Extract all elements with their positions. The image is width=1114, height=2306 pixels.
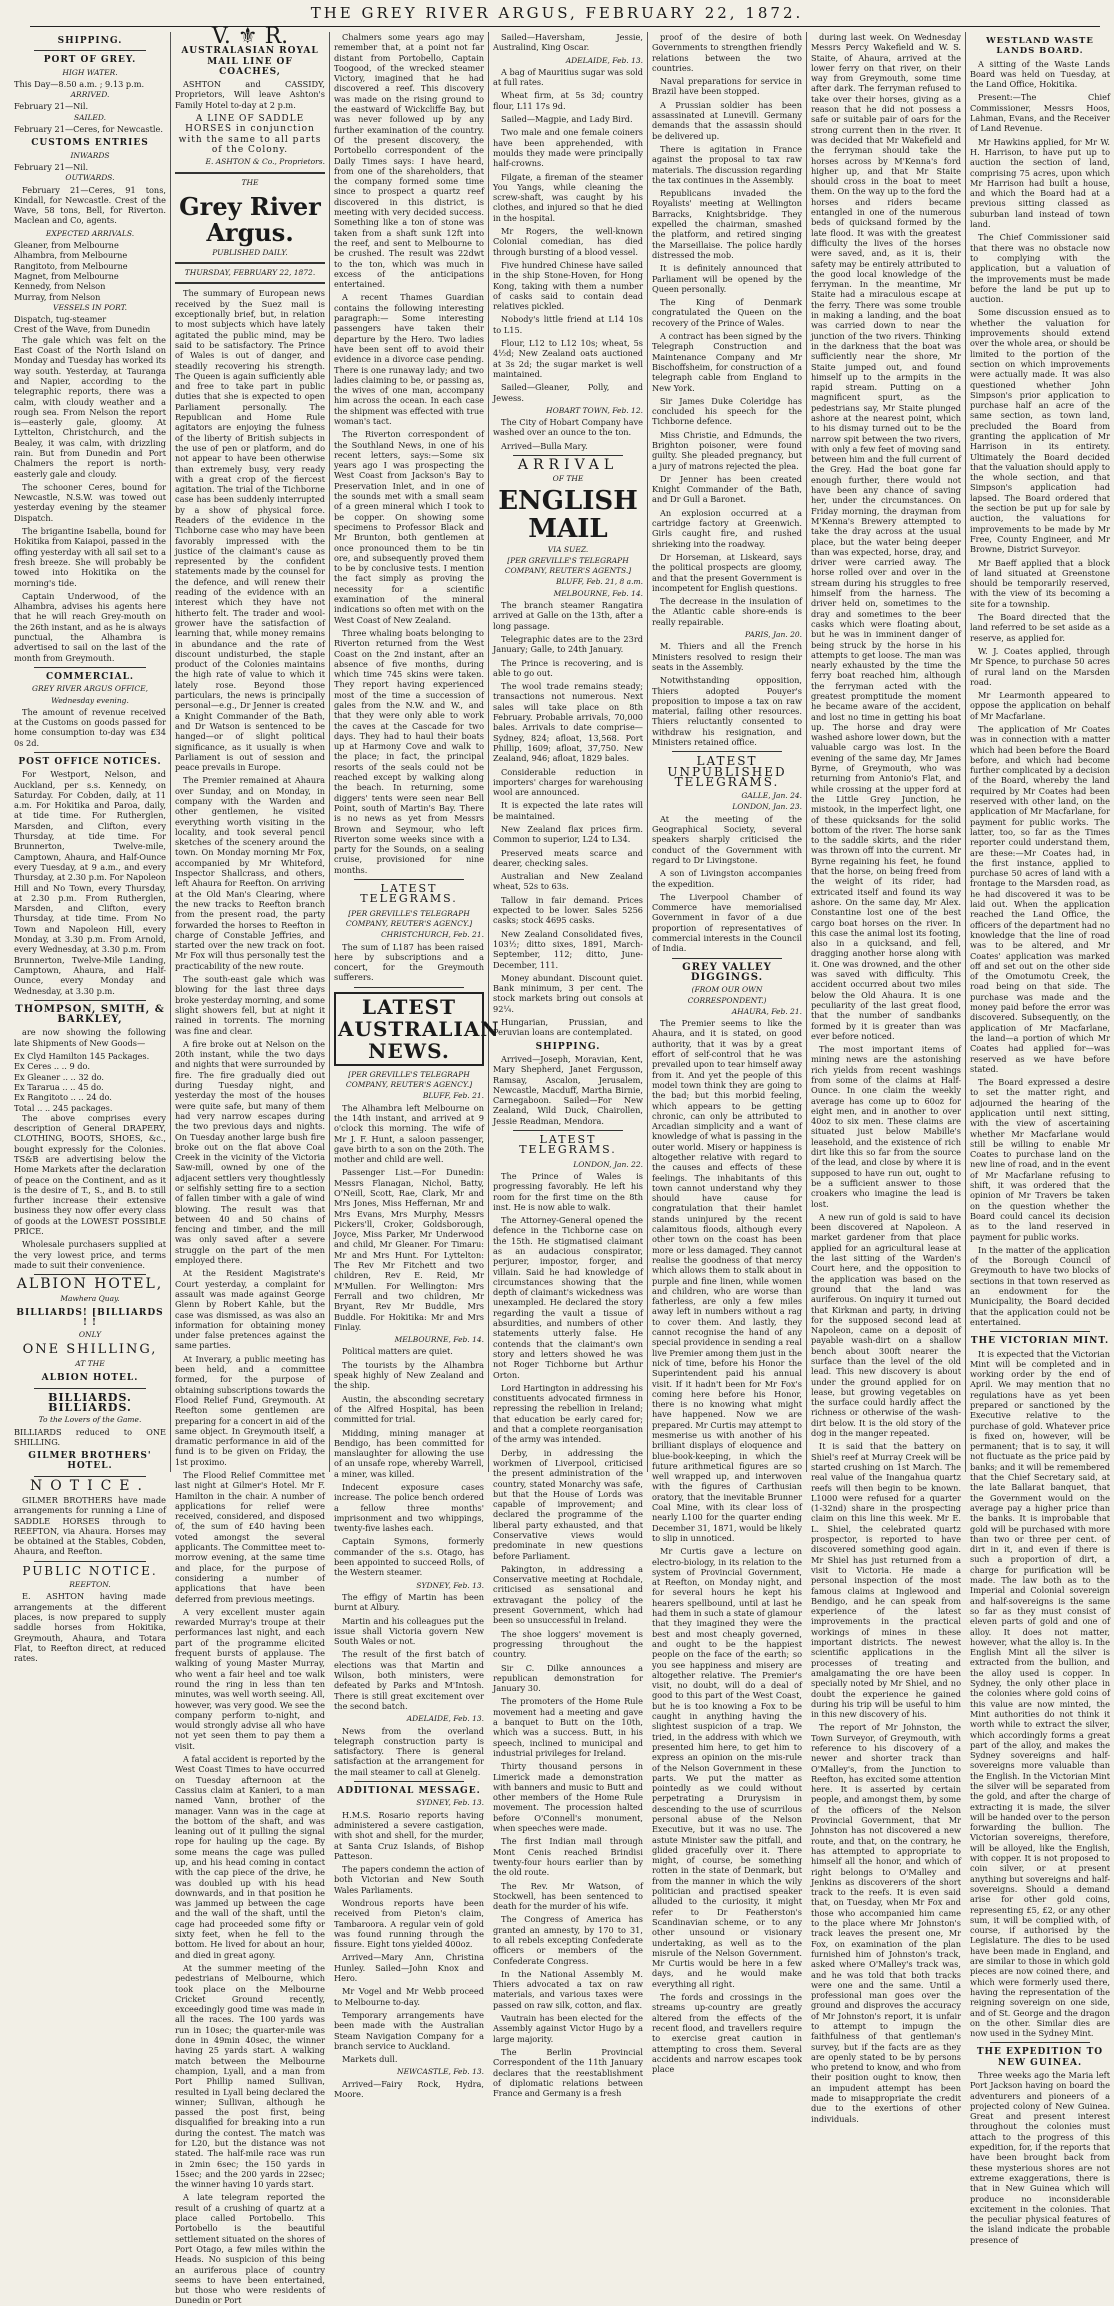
section-heading: SHIPPING. bbox=[57, 36, 123, 46]
paragraph: Arrived—Mary Ann, Christina Hunley. Sailed—John Knox and Hero. bbox=[334, 1952, 484, 1984]
advert-text: A LINE OF SADDLE HORSES in conjunction with the same to all parts of the Colony. bbox=[178, 114, 322, 155]
paragraph: The Premier remained at Ahaura over Sunday, and on Monday, in company with the Warden and other gentlemen, he visited everything worth visiting in the locality, and took several pencil sketches of the scenery around the town. On Monday morning Mr Fox, accompanied by Mr Whiteford, Inspector Shallcrass, and others, left Ahaura for Reefton. On arriving at the Old Man's Clearing, where the new tracks to Reefton branch from the present road, the party forwarded the horses to Reefton in charge of Constable Jeffries, and started over the new track on foot. Mr Fox will thus personally test the practicability of the new route. bbox=[175, 775, 325, 971]
subheading: ONLY bbox=[78, 1330, 102, 1340]
list-item: Ex Tararua .. .. 45 do. bbox=[14, 1081, 104, 1092]
divider bbox=[34, 1561, 146, 1562]
divider bbox=[34, 1274, 146, 1275]
paragraph: The Berlin Provincial Correspondent of the 11th January declares that the reestablishment of diplomatic relations between France and Germany is a fresh bbox=[493, 2046, 643, 2099]
paragraph: February 21—Ceres, 91 tons, Kindall, for Newcastle. Crest of the Wave, 58 tons, Bell, for Riverton. Maclean and Co, agents. bbox=[14, 184, 166, 226]
paragraph: The decrease in the insulation of the Atlantic cable shore-ends is really repairable. bbox=[652, 596, 802, 627]
paragraph: Miss Christie, and Edmunds, the Brighton poisoner, were found guilty. She pleaded pregnancy, but a jury of matrons rejected the plea. bbox=[652, 429, 802, 471]
paragraph: Sailed—Magpie, and Lady Bird. bbox=[501, 114, 633, 125]
dateline: PARIS, Jan. 20. bbox=[744, 630, 802, 640]
paragraph: Arrived—Bulla Mary. bbox=[501, 440, 588, 451]
paragraph: E. ASHTON having made arrangements at the different places, is now prepared to supply saddle horses from Hokitika, Greymouth, Ahaura, and Totara Flat, to Reefton direct, at reduced rates. bbox=[14, 1591, 166, 1664]
subheading: HIGH WATER. bbox=[62, 67, 118, 77]
paragraph: Tallow in fair demand. Prices expected to be lower. Sales 5256 casks; stock 4695 casks. bbox=[493, 894, 643, 926]
paragraph: The effigy of Martin has been burnt at Albury. bbox=[334, 1591, 484, 1613]
subheading: ARRIVED. bbox=[70, 90, 110, 100]
divider bbox=[34, 752, 146, 753]
paragraph: The south-east gale which was blowing for the last three days broke yesterday morning, and some slight showers fell, but at night it rained in torrents. The morning was fine and clear. bbox=[175, 974, 325, 1036]
paragraph: Sailed—Gleaner, Polly, and Jewess. bbox=[493, 382, 643, 403]
paragraph: Dr Horseman, at Liskeard, says the political prospects are gloomy, and that the present Government is incompetent for English questions. bbox=[652, 551, 802, 593]
divider bbox=[990, 1331, 1090, 1332]
column-1 bbox=[14, 32, 166, 1664]
section-heading: THE EXPEDITION TO NEW GUINEA. bbox=[976, 2047, 1104, 2068]
paragraph: Dr Jenner has been created Knight Commander of the Bath, and Dr Gull a Baronet. bbox=[652, 473, 802, 505]
text-line: February 21—Ceres, for Newcastle. bbox=[14, 124, 163, 135]
dateline: BLUFF, Feb. 21, 8 a.m. bbox=[555, 577, 643, 587]
paragraph: The Congress of America has granted an amnesty, by 170 to 31, to all rebels excepting Confederate officers or members of the Confederate Congress. bbox=[493, 1914, 643, 1966]
section-heading: ADDITIONAL MESSAGE. bbox=[337, 1786, 481, 1797]
paragraph: The schooner Ceres, bound for Newcastle, N.S.W. was towed out yesterday evening by the steamer Dispatch. bbox=[14, 481, 166, 523]
paragraph: A recent Thames Guardian contains the following interesting paragraph:— Some interesting passengers have taken their departure by the Hero. Two ladies have been sent off to avoid their evidence in a divorce case pending. There is one runaway lady; and two ladies claiming to be, or passing as, the wives of one man, accompany him across the ocean. In each case the shipment was effected with true woman's tact. bbox=[334, 292, 485, 426]
paragraph: Markets dull. bbox=[342, 2054, 398, 2065]
divider bbox=[354, 1781, 464, 1782]
paragraph: Arrived—Joseph, Moravian, Kent, Mary Shepherd, Janet Fergusson, Ramsay, Ascalon, Jerusalem, Newcastle, Macduff, Martha Birnie, Carnegaboon. Sailed—For New Zealand, Wild Duck, Chairollen, Jessie Readman, Mendora. bbox=[493, 1053, 643, 1126]
paragraph: At the meeting of the Geographical Society, several speakers sharply criticised the conduct of the Government with regard to Dr Livingstone. bbox=[652, 813, 802, 865]
paragraph: A late telegram reported the result of a crushing of quartz at a place called Portobello. This Portobello is the beautiful settlement situated on the shores of Port Otago, a few miles within the Heads. No suspicion of this being an auriferous place of country seems to have been entertained, but those who were residents of Dunedin or Port bbox=[175, 2192, 325, 2306]
paragraph: It is expected that the Victorian Mint will be completed and in working order by the end of April. We may mention that no regulations have as yet been prepared or sanctioned by the Executive relative to the purchase of gold. Whatever price is fixed on, however, will be permanent; that is to say, it will not fluctuate as the price paid by banks; and it will be remembered that the Chief Secretary said, at the late Ballarat banquet, that the Government would on the average pay a higher price than the banks. It is improbable that gold will be purchased with more than two or three per cent. of dirt in it, and even if there is such a proportion of dirt, a charge for purification will be made. The law both as to the Imperial and Colonial sovereign and half-sovereigns is the same so far as they must consist of eleven parts of gold and one of alloy. It does not matter, however, what the alloy is. In the English Mint all the silver is extracted from the bullion, and the alloy used is copper. In Sydney, the only other place in the colonies where gold coins of this value are now minted, the Mint authorities do not think it worth while to extract the silver, which accordingly forms a great part of the alloy, and makes the Sydney sovereigns and half-sovereigns more valuable than the English. In the Victorian Mint the silver will be separated from the gold, and after the charge of extracting it is made, the silver will be handed over to the person forwarding the bullion. The Victorian sovereigns, therefore, will be alloyed, like the English, with copper. It is not proposed to coin silver, or at present anything but sovereigns and half-sovereigns. Should a demand arise for other gold coins, representing £5, £2, or any other sum, it will be complied with, of course, if authorised by the Legislature. The dies to be used have been made in England, and are similar to those in which gold pieces are now coined there, and which were formerly used there, having the representation of the reigning sovereign on one side, and of St. George and the dragon on the other. Similar dies are now used in the Sydney Mint. bbox=[970, 1348, 1110, 2039]
paragraph: The first Indian mail through Mont Cenis reached Brindisi twenty-four hours earlier than by the old route. bbox=[493, 1836, 643, 1878]
paragraph: The application of Mr Coates was in connection with a matter which had been before the Board before, and which had become further complicated by a decision of the Board, whereby the land required by Mr Coates had been reserved with other land, on the application of Mr Macfarlane, for payment for public works. The latter, too, so far as the Times reporter could understand them, are these:—Mr Coates had, in the first instance, applied to purchase 50 acres of land with a frontage to the Marsden road, as he had discovered it was to be laid out. When the application reached the Land Office, the officers of the department had no knowledge that the line of road was to be altered, and Mr Coates' application was marked off and set out on the other side of the Omotumotu Creek, the road being on that side. The purchase was made and the money paid before the error was discovered. Subsequently, on the application of Mr Macfarlane, the land—a portion of which Mr Coates had applied for—was reserved as we have before stated. bbox=[970, 724, 1110, 1074]
paragraph: The Premier seems to like the Ahaura, and it is stated, on good authority, that it was by a great effort of self-control that he was prevailed upon to tear himself away from it. And yet the people of this model town think they are going to the bad; but this morbid feeling, which appears to be getting chronic, can only be attributed to Arcadian simplicity and a want of knowledge of what is passing in the outer world. Misery or happiness is altogether relative with regard to the causes and effects of these feelings. The inhabitants of this town cannot understand why they should have cause for congratulation that their hamlet stands uninjured by the recent calamitous floods, although every other town on the coast has been more or less damaged. They cannot realise the goodness of that mercy which allows them to stalk about in purple and fine linen, while women and children, who are worse than fatherless, are only a few miles away left in numbers without a rag to cover them. And lastly, they cannot recognise the hand of any special providence in sending a real live Premier among them just in the nick of time, before his Honor the Superintendent paid his annual visit. If it hadn't been for Mr Fox's coming here before his Honor, there is no knowing what might have happened. Now we are prepared. Mr Curtis may attempt to mesmerise us with another of his brilliant displays of eloquence and blue-book-keeping, in which the future arithmetical figures are so well wrapped up, and interwoven with the figures of Carthusian oratory, that the inevitable Brunner Coal Mine, with its clear loss of nearly L100 for the quarter ending December 31, 1871, would be likely to slip in unnoticed. bbox=[652, 1018, 802, 1543]
newspaper-title: Grey River Argus. bbox=[179, 191, 321, 247]
subheading: SAILED. bbox=[73, 112, 107, 122]
paragraph: A sitting of the Waste Lands Board was held on Tuesday, at the Land Office, Hokitika. bbox=[970, 58, 1110, 90]
paragraph: In the National Assembly M. Thiers advocated a tax on raw materials, and various taxes were passed on raw silk, cotton, and flax. bbox=[493, 1968, 643, 2010]
paragraph: The branch steamer Rangatira arrived at Galle on the 13th, after a long passage. bbox=[493, 600, 643, 631]
paragraph: Hungarian, Prussian, and Peruvian loans are contemplated. bbox=[493, 1017, 643, 1038]
paragraph: Captain Symons, formerly commander of the s.s. Otago, has been appointed to succeed Rolls, of the Western steamer. bbox=[334, 1536, 484, 1578]
paragraph: Indecent exposure cases increase. The police bench ordered a fellow three months' imprisonment and two whippings, twenty-five lashes each. bbox=[334, 1482, 484, 1534]
paragraph: Three whaling boats belonging to Riverton returned from the West Coast on the 2nd instant, after an absence of five months, during which time 745 skins were taken. They report having experienced most of the time a succession of gales from the N.W. and W., and that they were only able to work the caves at the Cascade for two days. They had to haul their boats up at Harmony Cove and walk to the place; in fact, the principal resorts of the seals could not be reached except by walking along the beach. In returning, some diggers' tents were seen near Bell Point, south of Martin's Bay. There is no news as yet from Messrs Brown and Seymour, who left Riverton some weeks since with a party for the Sounds, on a sealing cruise, provisioned for nine months. bbox=[334, 627, 484, 875]
tide-line: This Day—8.50 a.m. ; 9.13 p.m. bbox=[14, 78, 145, 89]
dateline: AHAURA, Feb. 21. bbox=[731, 1006, 802, 1016]
subheading: OUTWARDS. bbox=[65, 173, 115, 183]
subheading: (FROM OUR OWN CORRESPONDENT.) bbox=[687, 985, 767, 1005]
subheading: GREY RIVER ARGUS OFFICE, bbox=[32, 684, 148, 694]
paragraph: Captain Underwood, of the Alhambra, advises his agents here that he will reach Grey-mouth on the 26th instant, and as he is always punctual, the Alhambra is advertised to sail on the last of the month from Greymouth. bbox=[14, 590, 166, 663]
paragraph: News from the overland telegraph construction party is satisfactory. There is general satisfaction at the arrangement for the mail steamer to call at Glenelg. bbox=[334, 1725, 484, 1777]
paragraph: The Rev. Mr Watson, of Stockwell, has been sentenced to death for the murder of his wife. bbox=[493, 1880, 643, 1912]
paragraph: Sir C. Dilke announces a republican demonstration for January 30. bbox=[493, 1662, 643, 1694]
subheading: PORT OF GREY. bbox=[43, 55, 137, 66]
paragraph: Mr Learmonth appeared to oppose the application on behalf of Mr Macfarlane. bbox=[970, 690, 1110, 721]
section-heading: LATEST AUSTRALIAN NEWS. bbox=[334, 992, 484, 1066]
list-item: Murray, from Nelson bbox=[14, 291, 101, 302]
paragraph: The Alhambra left Melbourne on the 14th instant, and arrived at 9 o'clock this morning. The wife of Mr J. F. Hunt, a saloon passenger, gave birth to a son on the 20th. The mother and child are well. bbox=[334, 1102, 484, 1165]
subheading: AT THE bbox=[75, 1359, 105, 1369]
paragraph: The tourists by the Alhambra speak highly of New Zealand and the ship. bbox=[334, 1359, 484, 1391]
list-item: Gleaner, from Melbourne bbox=[14, 240, 119, 251]
paragraph: Preserved meats scarce and dearer, checking sales. bbox=[493, 847, 643, 868]
paragraph: Five hundred Chinese have sailed in the ship Stone-Hoven, for Hong Kong, taking with them a number of casks said to contain dead relatives pickled. bbox=[493, 259, 643, 312]
paragraph: Mr Vogel and Mr Webb proceed to Melbourne to-day. bbox=[334, 1986, 484, 2007]
paragraph: It is said that the battery on Shiel's reef at Murray Creek will be started crushing on 1st March. The real value of the Inangahua quartz reefs will then begin to be known. L1000 were refused for a quarter (1-32nd) share in the prospecting claim on this line this week. Mr E. L. Shiel, the celebrated quartz prospector, is reported to have discovered something good again. Mr Shiel has just returned from a visit to Victoria. He made a personal inspection of the most famous claims at Inglewood and Bendigo, and he can speak from experience of the latest improvements in the practical workings of mines in these important districts. The newest scientific applications in the processes of treating and amalgamating the ore have been specially noted by Mr Shiel, and no doubt the experience he gained during his trip will be useful to him in this new discovery of his. bbox=[811, 1441, 961, 1720]
subheading: VIA SUEZ. bbox=[547, 544, 589, 554]
paragraph: The papers condemn the action of both Victorian and New South Wales Parliaments. bbox=[334, 1864, 484, 1895]
paragraph: A son of Livingston accompanies the expedition. bbox=[652, 868, 802, 889]
list-item: Kennedy, from Nelson bbox=[14, 281, 106, 292]
paragraph: Mr Curtis gave a lecture on electro-biology, in its relation to the system of Provincial Government, at Reefton, on Monday night, and for several hours he kept his hearers spellbound, until at last he had them in such a state of glamour that they imagined they were the best and most cheaply governed, and ought to be the happiest people on the face of the earth; so you see happiness and misery are altogether relative. The Premier's visit, no doubt, will do a deal of good to this part of the West Coast, but he is too knowing a Fox to be caught in anything having the slightest suspicion of a trap. We tried, in the address with which we presented him here, to get him to express an opinion on the mis-rule of the Nelson Government in these parts. We put the matter as pointedly as we could without perpetrating a Drurysism in descending to the use of scurrilous personal abuse of the Nelson Executive, but it was no use. The astute Minister saw the pitfall, and glided gracefully over it. There might, of course, be something rotten in the state of Denmark, but from the manner in which the wily politician and practised speaker alluded to the curiosity, it might refer to Dr Featherston's Scandinavian scheme, or to any other unsound or visionary undertaking, as well as to the misrule of the Nelson Government. Mr Curtis would be here in a few days, and he would make everything all right. bbox=[652, 1546, 802, 1989]
paragraph: At the Resident Magistrate's Court yesterday, a complaint for assault was made against George Glenn by Robert Kahle, but the case was dismissed, as was also an information for obtaining money under false pretences against the same parties. bbox=[175, 1268, 325, 1351]
dateline: BLUFF, Feb. 21. bbox=[422, 1091, 484, 1101]
paragraph: A bag of Mauritius sugar was sold at full rates. bbox=[493, 66, 643, 88]
paragraph: New Zealand Consolidated fives, 103½; ditto sixes, 1891, March-September, 112; ditto, June-December, 111. bbox=[493, 928, 643, 970]
column-3 bbox=[334, 32, 500, 2100]
paragraph: The shoe loggers' movement is progressing throughout the country. bbox=[493, 1628, 643, 1660]
paragraph: The Board directed that the land referred to be set aside as a reserve, as applied for. bbox=[970, 612, 1110, 643]
paragraph: Sir James Duke Coleridge has concluded his speech for the Tichborne defence. bbox=[652, 395, 802, 427]
paragraph: The fords and crossings in the streams up-country are greatly altered from the effects of the recent flood, and travellers require to exercise great caution in attempting to cross them. Several accidents and narrow escapes took place bbox=[652, 1992, 802, 2075]
paragraph: A very excellent muster again rewarded Murray's troupe at their performances last night, and each part of the programme elicited frequent bursts of applause. The walking of young Master Murray, who went a fair heel and toe walk round the ring in less than ten minutes, was well worth seeing. All, however, was very good. We see the company perform to-night, and would strongly advise all who have not yet seen them to pay them a visit. bbox=[175, 1606, 325, 1751]
text-line: BILLIARDS reduced to ONE SHILLING. bbox=[14, 1426, 166, 1447]
paragraph: Three weeks ago the Maria left Port Jackson having on board the adventurers and pioneers of a projected colony of New Guinea. Great and present interest throughout the colonies must attach to the progress of this expedition, for, if the reports that have been brought back from these mysterious shores are not extreme exaggerations, there is that in New Guinea which will produce no inconsiderable excitement in the colonies. That the peculiar physical features of the island indicate the probable presence of bbox=[970, 2070, 1110, 2245]
divider bbox=[34, 667, 146, 668]
dateline: ADELAIDE, Feb. 13. bbox=[565, 55, 643, 65]
divider bbox=[672, 958, 782, 959]
dateline: SYDNEY, Feb. 13. bbox=[416, 1580, 484, 1590]
paragraph: Two male and one female coiners have been apprehended, with moulds they made were principally half-crowns. bbox=[493, 127, 643, 169]
subheading: REEFTON. bbox=[69, 1580, 111, 1590]
paragraph: An explosion occurred at a cartridge factory at Greenwich. Girls caught fire, and rushed shrieking into the roadway. bbox=[652, 507, 802, 549]
paragraph: The summary of European news received by the Suez mail is exceptionally brief, but, in relation to most subjects which have lately agitated the public mind, may be said to be satisfactory. The Prince of Wales is out of danger, and steadily recovering his strength. The Queen is again sufficiently able and free to take part in public duties that she is expected to open Parliament personally. The Republican and Home Rule agitators are enjoying the fulness of the liberty of British subjects in the use of pen or platform, and do not appear to have been otherwise than extremely busy, very ready with a great crop of the fiercest agitation. The trial of the Tichborne case has been suddenly interrupted by a show of physical force. Readers of the evidence in the Tichborne case who may have been favorably impressed with the justice of the claimant's cause as represented by the confident statements made by the counsel for the defence, and will renew their reading of the evidence with an interest which they have not hitherto felt. The trader and wool-grower have the satisfaction of learning that, while money remains in abundance and the rate of discount undisturbed, the staple product of the Colonies maintains the high rate of value to which it lately rose. Beyond those particulars, the news is principally personal—e.g., Dr Jenner is created a Knight Commander of the Bath, and Dr Watson is sentenced to be hanged—or of slight political significance, as it usually is when Parliament is out of session and peace prevails in Europe. bbox=[175, 288, 325, 773]
subheading: Mawhera Quay. bbox=[60, 1293, 120, 1303]
paragraph: Wholesale purchasers supplied at the very lowest price, and terms made to suit their convenience. bbox=[14, 1239, 166, 1270]
paragraph: Temporary arrangements have been made with the Australian Steam Navigation Company for a branch service to Auckland. bbox=[334, 2009, 484, 2051]
subheading: [PER GREVILLE'S TELEGRAPH COMPANY, REUTER'S AGENCY.] bbox=[345, 1069, 473, 1090]
paragraph: Midding, mining manager at Bendigo, has been committed for manslaughter for allowing the use of an unsafe rope, whereby Warrell, a miner, was killed. bbox=[334, 1427, 484, 1479]
divider bbox=[672, 751, 782, 752]
paragraph: The most important items of mining news are the astonishing rich yields from recent washings from some of the claims at Half-Ounce. In one claim the weekly average has come up to 60oz for eight men, and in another to over 40oz to six men. These claims are situated just below Mabille's leasehold, and the existence of rich dirt like this so far from the source of the lead, and close by where it is supposed to have run out, ought to be a sufficient answer to those croakers who imagine the lead is lost. bbox=[811, 1044, 961, 1209]
subheading: [PER GREVILLE'S TELEGRAPH COMPANY, REUTER'S AGENTS.] bbox=[504, 555, 632, 576]
paragraph: Present:—The Chief Commissioner, Messrs Hoos, Lahman, Evans, and the Receiver of Land Revenue. bbox=[970, 92, 1110, 134]
paragraph: The Board expressed a desire to set the matter right, and adjourned the hearing of the application until next sitting, with the view of ascertaining whether Mr Macfarlane would still be willing to enable Mr Coates to purchase land on the new line of road, and in the event of Mr Macfarlane refusing to shift, it was ordered that the opinion of Mr Travers be taken on the question whether the Board could cancel its decision as to the land reserved in payment for public works. bbox=[970, 1077, 1110, 1242]
paragraph: The report of Mr Johnston, the Town Surveyor, of Greymouth, with reference to his discovery of a newer and shorter track than O'Malley's, from the Junction to Reefton, has excited some attention here. It is asserted by certain people, and amongst them, by some of the officers of the Nelson Provincial Government, that Mr Johnston has not discovered a new route, and that, on the contrary, he has attempted to appropriate to himself all the honor, and which of right belongs to O'Malley and Jenkins as discoverers of the short track to the reefs. It is even said that, on Tuesday, when Mr Fox and those who accompanied him came to the place where Mr Johnston's track leaves the present one, Mr Fox, on examination of the plan furnished him of Johnston's track, asked where O'Malley's track was, and he was told that both tracks were one and the same. Until a professional man goes over the ground and disproves the accuracy of Mr Johnston's report, it is unfair to attempt to impugn the faithfulness of that gentleman's survey, but if the facts are as they are openly stated to be by persons who pretend to know, and who from their position ought to know, then an impudent attempt has been made to misappropriate the credit due to the exertions of other individuals. bbox=[811, 1722, 961, 2124]
subheading: PUBLISHED DAILY. bbox=[212, 247, 288, 257]
divider bbox=[175, 262, 325, 264]
paragraph: It is expected the late rates will be maintained. bbox=[493, 800, 643, 821]
section-heading: COMMERCIAL. bbox=[45, 671, 135, 682]
subheading: VESSELS IN PORT. bbox=[53, 302, 127, 312]
column-divider bbox=[806, 32, 807, 1472]
dateline: HOBART TOWN, Feb. 12. bbox=[546, 405, 643, 415]
text-line: February 21—Nil. bbox=[14, 101, 89, 112]
paragraph: At Inverary, a public meeting has been held, and a committee formed, for the purpose of obtaining subscriptions towards the Flood Relief Fund, Greymouth. At Reefton some gentlemen are preparing for a concert in aid of the same object. In Greymouth itself, a dramatic performance in aid of the fund is to be given on Friday, the 1st proximo. bbox=[175, 1353, 325, 1467]
divider bbox=[175, 172, 325, 174]
section-heading: LATEST TELEGRAMS. bbox=[360, 882, 458, 906]
subheading: INWARDS bbox=[70, 150, 110, 160]
paragraph: The Riverton correspondent of the Southland News, in one of his recent letters, says:—Some six years ago I was prospecting the West Coast from Jackson's Bay to Preservation Inlet, and in one of the sounds met with a small seam of a green mineral which I took to be copper. On showing some specimens to Professor Black and Mr Brunton, both gentlemen at once pronounced them to be tin ore, and subsequently proved them to be by conclusive tests. I mention the fact simply as proving the necessity for a scientific examination of the mineral indications so often met with on the West Coast of New Zealand. bbox=[334, 429, 484, 625]
column-divider bbox=[965, 32, 966, 1472]
paragraph: The Prince of Wales is progressing favorably. He left his room for the first time on the 8th inst. He is now able to walk. bbox=[493, 1170, 643, 1212]
column-7 bbox=[970, 32, 1110, 2245]
paragraph: Lord Hartington in addressing his constituents advocated firmness in repressing the rebellion in Ireland; that education be early cared for; and that a complete reorganisation of the army was intended. bbox=[493, 1382, 643, 1445]
paragraph: The Flood Relief Committee met last night at Gilmer's Hotel. Mr F. Hamilton in the chair. A number of applications for relief were received, considered, and disposed of, the sum of £40 having been voted amongst the several applicants. The Committee meet to-morrow evening, at the same time and place, for the purpose of considering a number of applications that have been deferred from previous meetings. bbox=[175, 1470, 325, 1604]
paragraph: Passenger List.—For Dunedin: Messrs Flanagan, Nichol, Batty, O'Neill, Scott, Rae, Clark, Mr and Mrs Jones, Miss Heffernan, Mr and Mrs Evans, Mrs Murphy, Messrs Pickers'll, Croker, Goldsborough, Joyce, Miss Parker, Mr Underwood and child, Mr Gleaner. For Timaru: Mr and Mrs Hunt. For Lyttelton: The Rev Mr Fitchett and two children, Rev E. Reid, Mr M'Mullen. For Wellington: Mrs Ferrall and two children, Mr Bryant, Rev Mr Buddle, Mrs Buddle. For Hokitika: Mr and Mrs Finlay. bbox=[334, 1167, 484, 1332]
dateline: NEWCASTLE, Feb. 13. bbox=[397, 2067, 484, 2077]
paragraph: proof of the desire of both Governments to strengthen friendly relations between the two countries. bbox=[652, 32, 802, 73]
paragraph: Notwithstanding opposition, Thiers adopted Pouyer's proposition to impose a tax on raw material, failing other resources. Thiers reluctantly consented to withdraw his resignation, and Ministers retained office. bbox=[652, 675, 802, 747]
section-heading: ARRIVAL bbox=[517, 456, 619, 473]
paragraph: Mr Hawkins applied, for Mr W. H. Harrison, to have put up to auction the section of land, comprising 75 acres, upon which Mr Harrison had built a house, and which the Board had at a previous sitting classed as suburban land instead of town land. bbox=[970, 136, 1110, 230]
divider bbox=[34, 50, 146, 51]
divider bbox=[513, 455, 623, 456]
subheading: [PER GREVILLE'S TELEGRAPH COMPANY, REUTER'S AGENCY.] bbox=[345, 908, 473, 928]
dateline: GALLE, Jan. 24. bbox=[741, 791, 802, 801]
dateline: MELBOURNE, Feb. 14. bbox=[553, 588, 643, 598]
advert-heading: ALBION HOTEL, bbox=[16, 1276, 164, 1293]
paragraph: Chalmers some years ago may remember that, at a point not far distant from Portobello, Captain Toogood, of the wrecked steamer Victory, imagined that he had discovered a reef. This discovery was made on the rising ground to the eastward of Wickcliffe Bay, but was never followed up by any further examination of the country. Of the present discovery, the Portobello correspondent of the Daily Times says: I have heard, from one of the shareholders, that the company formed some time since to prospect a quartz reef discovered in this district, is meeting with very decided success. Something like a ton of stone was taken from a shaft sunk 12ft into the reef, and sent to Melbourne to be crushed. The result was 22dwt to the ton, which was much in excess of the anticipations entertained. bbox=[334, 32, 484, 290]
paragraph: W. J. Coates applied, through Mr Spence, to purchase 50 acres of rural land on the Marsden road. bbox=[970, 645, 1110, 687]
paragraph: In the matter of the application of the Borough Council of Greymouth to have two blocks of sections in that town reserved as an endowment for the Municipality, the Board decided that the application could not be entertained. bbox=[970, 1244, 1110, 1327]
paragraph: Wheat firm, at 5s 3d; country flour, L11 17s 9d. bbox=[493, 90, 643, 111]
royal-crest-icon: V. ⚜ R. bbox=[211, 24, 289, 49]
paragraph: The Attorney-General opened the defence in the Tichborne case on the 15th. He stigmatised claimant as an audacious conspirator, perjurer, impostor, forger, and villain. Said he had knowledge of circumstances showing that the depth of claimant's wickedness was unexampled. He declared the story regarding the vault a tissue of absurdities, and numbers of other statements utterly false. He contends that the claimant's own story and letters showed he was not Roger Tichborne but Arthur Orton. bbox=[493, 1215, 643, 1380]
subheading: OF THE bbox=[552, 474, 584, 484]
paragraph: Derby, in addressing the workmen of Liverpool, criticised the present administration of the country, stated Monarchy was safe, but that the House of Lords was capable of improvement; and declared the programme of the liberal party exhausted, and that Conservative views would predominate in new questions before Parliament. bbox=[493, 1447, 643, 1561]
paragraph: M. Thiers and all the French Ministers resolved to resign their seats in the Assembly. bbox=[652, 641, 802, 672]
paragraph: Money abundant. Discount quiet. Bank minimum, 3 per cent. The stock markets bring out consols at 92¼. bbox=[493, 972, 643, 1014]
paragraph: A Prussian soldier has been assassinated at Lunevill. Germany demands that the assassin should be delivered up. bbox=[652, 99, 802, 141]
list-item: Crest of the Wave, from Dunedin bbox=[14, 324, 151, 335]
paragraph: Thirty thousand persons in Limerick made a demonstration with banners and music to Butt and other members of the Home Rule movement. The procession halted before O'Connell's monument, when speeches were made. bbox=[493, 1761, 643, 1834]
dateline: ADELAIDE, Feb. 13. bbox=[406, 1714, 484, 1724]
advert-heading: THOMPSON, SMITH, & BARKLEY, bbox=[15, 1003, 165, 1026]
issue-date: THURSDAY, FEBRUARY 22, 1872. bbox=[184, 268, 316, 278]
list-item: Total .. .. 245 packages. bbox=[14, 1102, 113, 1113]
paragraph: Arrived—Fairy Rock, Hydra, Moore. bbox=[334, 2078, 484, 2100]
top-rule bbox=[30, 26, 1100, 27]
dateline: MELBOURNE, Feb. 14. bbox=[394, 1335, 484, 1345]
list-item: Magnet, from Melbourne bbox=[14, 270, 119, 281]
advert-heading: ONE SHILLING, bbox=[22, 1341, 158, 1357]
list-item: Ex Ceres .. .. 9 do. bbox=[14, 1061, 90, 1072]
subheading: E. ASHTON & Co., Proprietors. bbox=[205, 157, 325, 167]
list-item: Dispatch, tug-steamer bbox=[14, 314, 107, 325]
paragraph: It is definitely announced that Parliament will be opened by the Queen personally. bbox=[652, 263, 802, 294]
text-line: February 21—Nil. bbox=[14, 161, 89, 172]
dateline: CHRISTCHURCH, Feb. 21. bbox=[380, 930, 484, 940]
paragraph: are now showing the following late Shipments of New Goods— bbox=[14, 1027, 166, 1048]
paragraph: The City of Hobart Company have washed over an ounce to the ton. bbox=[493, 417, 643, 438]
paragraph: H.M.S. Rosario reports having administered a severe castigation, with shot and shell, for the murder, at Santa Cruz Islands, of Bishop Patteson. bbox=[334, 1809, 484, 1861]
column-divider bbox=[329, 32, 330, 1472]
paragraph: Republicans invaded the Royalists' meeting at Wellington Barracks, Knightsbridge. They expelled the chairman, smashed the platform, and retired singing the Marseillaise. The police hardly distressed the mob. bbox=[652, 188, 802, 260]
paragraph: The brigantine Isabella, bound for Hokitika from Kaiapoi, passed in the offing yesterday with all sail set to a fresh breeze. She will probably be towed into Hokitika on the morning's tide. bbox=[14, 526, 166, 588]
paragraph: A fatal accident is reported by the West Coast Times to have occurred on Tuesday afternoon at the Cassius claim at Kanieri, to a man named Vann, brother of the manager. Vann was in the cage at the bottom of the shaft, and was leaning out of it pulling the signal rope for hauling up the cage. By some means the cage was pulled up, and his head coming in contact with the cap piece of the drive, he was doubled up with his head downwards, and in that position he was jammed up between the cage and the wall of the shaft, until the cage had proceeded some fifty or sixty feet, when he fell to the bottom. He lived for about an hour, and died in great agony. bbox=[175, 1754, 325, 1960]
advert-heading: NOTICE. bbox=[30, 1477, 150, 1494]
paragraph: A contract has been signed by the Telegraph Construction and Maintenance Company and Mr Bischoffsheim, for construction of a telegraph cable from England to New York. bbox=[652, 331, 802, 393]
subheading: CUSTOMS ENTRIES bbox=[31, 138, 149, 149]
section-heading: POST OFFICE NOTICES. bbox=[18, 757, 162, 767]
list-item: Rangitoto, from Melbourne bbox=[14, 260, 128, 271]
paragraph: Pakington, in addressing a Conservative meeting at Rochdale, criticised as sensational and extravagant the policy of the present Government, which had been so unsuccessful in Ireland. bbox=[493, 1563, 643, 1626]
paragraph: The amount of revenue received at the Customs on goods passed for home consumption to-day was £34 0s 2d. bbox=[14, 706, 166, 748]
paragraph: A new run of gold is said to have been discovered at Napoleon. A market gardener from that place applied for an agricultural lease at the last sitting of the Warden's Court here, and the opposition to the application was based on the ground that the land was auriferous. On inquiry it turned out that Kirkman and party, in driving for the supposed second lead at Napoleon, came on a deposit of payable wash-dirt on a shallow bench about 300ft nearer the surface than the level of the old lead. This new discovery is about under the ground applied for on lease, but growing vegetables on the surface could hardly affect the richness or otherwise of the wash-dirt below. It is the old story of the dog in the manger repeated. bbox=[811, 1211, 961, 1439]
divider bbox=[34, 1000, 146, 1001]
divider bbox=[513, 1130, 623, 1131]
paragraph: Naval preparations for service in Brazil have been stopped. bbox=[652, 76, 802, 97]
section-heading: THE VICTORIAN MINT. bbox=[970, 1336, 1110, 1347]
paragraph: Vautrain has been elected for the Assembly against Victor Hugo by a large majority. bbox=[493, 2013, 643, 2044]
paragraph: At the summer meeting of the pedestrians of Melbourne, which took place on the Melbourne Cricket Ground recently, exceedingly good time was made in all the races. The 100 yards was run in 10sec; the quarter-mile was done in 49min 40sec, the winner having 25 yards start. A walking match between the Melbourne champion, Lyall, and a man from Port Phillip named Sullivan, resulted in Lyall being declared the winner; Sullivan, although he passed the post first, being disqualified for breaking into a run during the contest. The match was for L20, but the distance was not stated. The half-mile race was run in 2min 6sec; the 150 yards in 15sec; and the 200 yards in 22sec; the winner having 10 yards start. bbox=[175, 1962, 325, 2190]
section-heading: GREY VALLEY DIGGINGS. bbox=[682, 961, 772, 983]
column-divider bbox=[488, 32, 489, 1472]
paragraph: Mr Baeff applied that a block of land situated at Greenstone should be temporarily reserved, with the view of its becoming a site for a township. bbox=[970, 557, 1110, 609]
column-4 bbox=[493, 32, 643, 2099]
column-divider bbox=[647, 32, 648, 1472]
paragraph: GILMER BROTHERS have made arrangements for running a Line of SADDLE HORSES through to REEFTON, via Ahaura. Horses may be obtained at the Stables, Cobden, Ahaura, and Reefton. bbox=[14, 1495, 166, 1557]
divider bbox=[354, 987, 464, 988]
dateline: LONDON, Jan. 23. bbox=[732, 802, 802, 812]
paragraph: The Chief Commissioner said that there was no obstacle now to complying with the application, but a valuation of the improvements must be made before the land be put up to auction. bbox=[970, 232, 1110, 305]
list-item: Ex Gleaner .. .. 32 do. bbox=[14, 1071, 104, 1082]
paragraph: Political matters are quiet. bbox=[342, 1346, 453, 1357]
paragraph: Sailed—Haversham, Jessie, Australind, King Oscar. bbox=[493, 32, 643, 53]
advert-heading: BILLIARDS. BILLIARDS. bbox=[48, 1390, 132, 1414]
masthead: THE GREY RIVER ARGUS, FEBRUARY 22, 1872. bbox=[310, 4, 804, 22]
paragraph: The gale which was felt on the East Coast of the North Island on Monday and Tuesday has worked its way south. Yesterday, at Tauranga and Napier, according to the telegraphic reports, there was a calm, with cloudy weather and a rough sea. From Nelson the report is—easterly gale, gloomy. At Lyttelton, Christchurch, and the Bealey, it was calm, with drizzling rain. But from Dunedin and Port Chalmers the report is north-easterly gale and cloudy. bbox=[14, 334, 166, 479]
paragraph: The result of the first batch of elections was that Martin and Wilson, both ministers, were defeated by Parks and M'Intosh. There is still great excitement over the second batch. bbox=[334, 1649, 484, 1711]
advert-heading: ALBION HOTEL. bbox=[41, 1373, 139, 1384]
paragraph: A fire broke out at Nelson on the 20th instant, while the two days and nights that were surrounded by fire. The fire gradually died out during Tuesday night, and yesterday the most of the houses were quite safe, but many of them had very narrow escapes during the two previous days and nights. On Tuesday another large bush fire broke out on the flat above Coal Creek in the vicinity of the Victoria Saw-mill, owned by one of the adjacent settlers very thoughtlessly or selfishly setting fire to a section of fallen timber with a gale of wind blowing. The result was that between 40 and 50 chains of fencing and timber, and the mill was only saved after a severe struggle on the part of the men employed there. bbox=[175, 1038, 325, 1266]
dateline: LONDON, Jan. 22. bbox=[573, 1159, 643, 1169]
column-6 bbox=[811, 32, 961, 2124]
divider bbox=[354, 879, 464, 880]
column-2 bbox=[175, 24, 325, 2306]
divider bbox=[990, 2042, 1090, 2043]
section-heading: LATEST TELEGRAMS. bbox=[519, 1133, 617, 1157]
paragraph: The Liverpool Chamber of Commerce have memorialised Government in favor of a due proportion of representatives of commercial interests in the Council of India. bbox=[652, 891, 802, 954]
paragraph: Austin, the absconding secretary of the Alfred Hospital, has been committed for trial. bbox=[334, 1393, 484, 1425]
paragraph: Some discussion ensued as to whether the valuation for improvements should extend over the whole area, or should be limited to the portion of the section on which improvements were actually made. It was also questioned whether John Simpson's prior application to purchase half an acre of the same section, as town land, precluded the Board from granting the application of Mr Harrison in its entirety. Ultimately the Board decided that the valuation should apply to the whole section, and that Simpson's application had lapsed. The Board ordered that the section be put up for sale by auction, the valuations for improvements to be made by Mr Free, County Engineer, and Mr Browne, District Surveyor. bbox=[970, 307, 1110, 555]
subheading: Wednesday evening. bbox=[51, 695, 129, 705]
paragraph: Flour, L12 to L12 10s; wheat, 5s 4½d; New Zealand oats auctioned at 3s 2d; the sugar market is well maintained. bbox=[493, 338, 643, 379]
paragraph: Considerable reduction in importers' charges for warehousing wool are announced. bbox=[493, 766, 643, 798]
paragraph: The promoters of the Home Rule movement had a meeting and gave a banquet to Butt on the 10th, which was a success. Butt, in his speech, inclined to municipal and industrial privileges for Ireland. bbox=[493, 1696, 643, 1758]
paragraph: There is agitation in France against the proposal to tax raw materials. The discussion regarding the tax continues in the Assembly. bbox=[652, 143, 802, 185]
list-item: Alhambra, from Melbourne bbox=[14, 250, 128, 261]
list-item: Ex Clyd Hamilton 145 Packages. bbox=[14, 1051, 150, 1062]
divider bbox=[175, 282, 325, 284]
column-divider bbox=[170, 32, 171, 1472]
paragraph: The Prince is recovering, and is able to go out. bbox=[493, 657, 643, 678]
paragraph: For Westport, Nelson, and Auckland, per s.s. Kennedy, on Saturday. For Cobden, daily, at 11 a.m. For Hokitika and Paroa, daily, at tide time. For Rutherglen, Marsden, and Clifton, every Thursday, at tide time. For Brunnerton, Twelve-mile, Camptown, Ahaura, and Half-Ounce every Tuesday, at 9 a.m., and every Thursday, at 2.30 p.m. For Napoleon Hill and No Town, every Thursday, at 2.30 p.m. From Rutherglen, Marsden, and Clifton, every Thursday, at tide time. From No Town and Napoleon Hill, every Monday, at 3.30 p.m. From Arnold, every Wednesday, at 3.30 p.m. From Brunnerton, Twelve-Mile Landing, Camptown, Ahaura, and Half-Ounce, every Monday and Wednesday, at 3.30 p.m. bbox=[14, 769, 166, 996]
paragraph: Martin and his colleagues put the issue shall Victoria govern New South Wales or not. bbox=[334, 1615, 484, 1647]
paragraph: Wondrous reports have been received from Pieton's claim, Tambaroora. A regular vein of gold was found running through the fissure. Eight tons yielded 400oz. bbox=[334, 1897, 484, 1950]
paragraph: Filgate, a fireman of the steamer You Yangs, while cleaning the screw-shaft, was caught by his clothes, and injured so that he died in the hospital. bbox=[493, 171, 643, 223]
subheading: EXPECTED ARRIVALS. bbox=[45, 228, 135, 238]
section-heading: WESTLAND WASTE LANDS BOARD. bbox=[986, 36, 1094, 57]
advert-heading: PUBLIC NOTICE. bbox=[22, 1563, 158, 1578]
section-heading: SHIPPING. bbox=[535, 1041, 601, 1052]
paragraph: The wool trade remains steady; transactions not numerous. Next sales will take place on 8th February. Probable arrivals, 70,000 bales. Arrivals to date comprise—Sydney, 824; afloat, 13,568. Port Phillip, 1609; afloat, 37,750. New Zealand, 946; afloat, 1829 bales. bbox=[493, 681, 643, 764]
advert-heading: AUSTRALASIAN ROYAL MAIL LINE OF COACHES, bbox=[181, 46, 319, 77]
dateline: SYDNEY, Feb. 13. bbox=[416, 1798, 484, 1808]
section-heading: ENGLISH MAIL bbox=[498, 485, 638, 544]
column-5 bbox=[652, 32, 802, 2075]
divider bbox=[34, 1388, 146, 1389]
paragraph: Mr Rogers, the well-known Colonial comedian, has died through bursting of a blood vessel. bbox=[493, 226, 643, 257]
paragraph: Nobody's little friend at L14 10s to L15. bbox=[493, 314, 643, 335]
divider bbox=[34, 1476, 146, 1477]
paragraph: during last week. On Wednesday Messrs Percy Wakefield and W. S. Staite, of Ahaura, arrived at the lower ferry on that river, on their way from Greymouth, some time after dark. The ferryman refused to take over their horses, giving as a reason that he did not possess a safe or suitable pair of oars for the strong current then in the river. It was decided that Mr Wakefield and the ferryman should take the horses across by M'Kenna's ford higher up, and that Mr Staite should cross in the boat to meet them. On the way up to the ford the horses and riders became entangled in one of the numerous beds of quicksand formed by the late flood. It was with the greatest difficulty the lives of the horses were saved, and, as it is, their safety may be entirely attributed to the good local knowledge of the ferryman. In the meantime, Mr Staite had a miraculous escape at the ferry. There was some trouble in making a landing, and the boat was carried down to near the junction of the two rivers. Thinking in the darkness that the boat was sufficiently near the shore, Mr Staite jumped out, and found himself up to the armpits in the rapid stream. Putting on a magnificent spurt, as the pedestrians say, Mr Staite plunged ashore at the nearest point, which to his dismay turned out to be the narrow spit between the two rivers, with only a few feet of moving sand between him and the full current of the Grey. Had the boat gone far enough further, there would not have been any chance of saving her, under the circumstances. On Friday morning, the drayman from M'Kenna's Brewery attempted to take the dray across at the usual place, but the water being deeper than was expected, horse, dray, and driver were carried away. The horse rolled over and over in the stream during his struggles to free himself from the harness. The driver held on, sometimes to the dray and sometimes to the beer casks which were floating about, but he was in imminent danger of being struck by the horse in his attempts to get loose. The man was nearly exhausted by the time the ferry boat reached him, although the ferryman acted with the greatest promptitude the moment he became aware of the accident, and lost no time in getting his boat up. The horse and dray were washed ashore lower down, but the valuable cargo was lost. In the evening of the same day, Mr James Byrne, of Greymouth, who was returning from Antonio's Flat, and while crossing at the upper ford at the Little Grey Junction, he mistook, in the imperfect light, one of these quicksands for the solid bottom of the river. The horse sank to the saddle skirts, and the rider was thrown off into the current. Mr Byrne regaining his feet, he found that the horse, on being freed from the weight of its rider, had extricated itself and found its way ashore. On the same day, Mr Alex. Constantine lost one of the best cargo boat horses on the river. In this case the animal lost its footing, also in a quicksand, and fell, dragging another horse along with it. One was drowned, and the other was saved with difficulty. This accident occurred about two miles below the Old Ahaura. It is one peculiarity of the last great flood, that the number of sandbanks formed by it is greater than was ever before noticed. bbox=[811, 32, 961, 1041]
advert-heading: BILLIARDS! [BILLIARDS ! ! bbox=[16, 1307, 164, 1329]
paragraph: New Zealand flax prices firm. Common to superior, L24 to L34. bbox=[493, 824, 643, 845]
paragraph: Telegraphic dates are to the 23rd January; Galle, to 24th January. bbox=[493, 633, 643, 655]
paragraph: The sum of L187 has been raised here by subscriptions and a concert, for the Greymouth sufferers. bbox=[334, 941, 484, 983]
list-item: Ex Rangitoto .. .. 24 do. bbox=[14, 1092, 112, 1103]
paragraph: ASHTON and CASSIDY, Proprietors, Will leave Ashton's Family Hotel to-day at 2 p.m. bbox=[175, 79, 325, 110]
subheading: To the Lovers of the Game. bbox=[38, 1415, 142, 1425]
section-heading: LATEST UNPUBLISHED TELEGRAMS. bbox=[667, 754, 787, 789]
paragraph: Australian and New Zealand wheat, 52s to 63s. bbox=[493, 871, 643, 892]
paragraph: The above comprises every description of General DRAPERY, CLOTHING, BOOTS, SHOES, &c., bought expressly for the Colonies. TS&B are advertising below the Home Markets after the declaration of peace on the Continent, and as it is the desire of T., S., and B. to still further increase their extensive business they now offer every class of goods at the LOWEST POSSIBLE PRICE. bbox=[14, 1112, 166, 1237]
subheading: THE bbox=[241, 177, 259, 187]
advert-heading: GILMER BROTHERS' HOTEL. bbox=[28, 1451, 152, 1472]
paragraph: The King of Denmark congratulated the Queen on the recovery of the Prince of Wales. bbox=[652, 297, 802, 328]
